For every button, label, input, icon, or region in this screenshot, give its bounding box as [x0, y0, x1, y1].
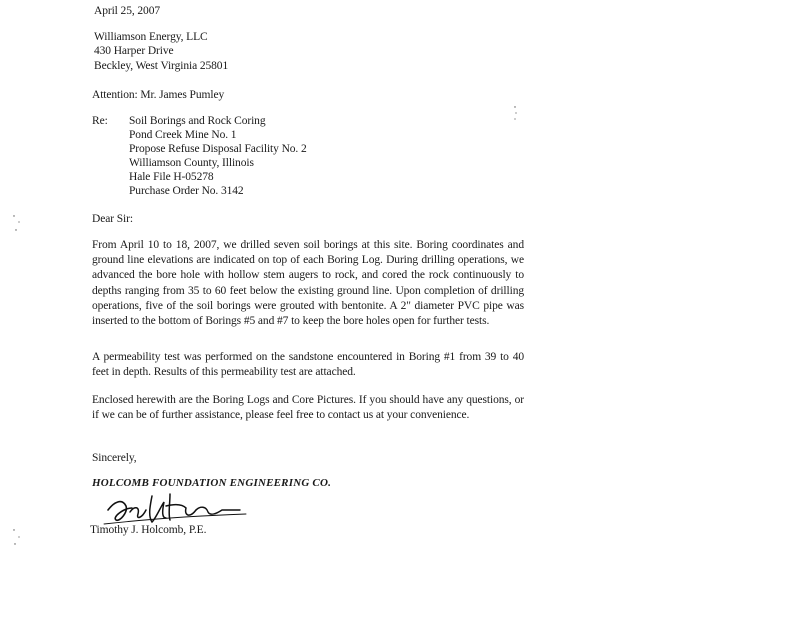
re-item: Propose Refuse Disposal Facility No. 2 [129, 143, 307, 155]
attention-line: Attention: Mr. James Pumley [92, 89, 225, 101]
recipient-company: Williamson Energy, LLC [94, 31, 208, 43]
re-label: Re: [92, 115, 108, 127]
re-item: Pond Creek Mine No. 1 [129, 129, 237, 141]
recipient-city: Beckley, West Virginia 25801 [94, 60, 229, 72]
recipient-street: 430 Harper Drive [94, 45, 174, 57]
salutation: Dear Sir: [92, 213, 133, 225]
re-item: Hale File H-05278 [129, 171, 214, 183]
scan-speck-icon [8, 526, 26, 548]
body-paragraph-3: Enclosed herewith are the Boring Logs and Core Pictures. If you should have any questions, or if we can be of further assistance, please feel free to contact us at your convenience. [92, 394, 524, 422]
scan-speck-icon [10, 212, 26, 238]
letter-date: April 25, 2007 [94, 5, 160, 17]
re-item: Purchase Order No. 3142 [129, 185, 244, 197]
closing: Sincerely, [92, 452, 137, 464]
body-paragraph-1: From April 10 to 18, 2007, we drilled seven soil borings at this site. Boring coordinates and ground line elevations are indicated on top of each Boring Log. During drilling operations, we advanced the bore hole with hollow stem augers to rock, and cored the rock continuously to depths ranging from 35 to 60 feet below the existing ground line. Upon completion of drilling operations, five of the soil borings were grouted with bentonite. A 2" diameter PVC pipe was inserted to the bottom of Borings #5 and #7 to keep the bore holes open for further tests. [92, 239, 524, 328]
re-item: Soil Borings and Rock Coring [129, 115, 266, 127]
body-paragraph-2: A permeability test was performed on the sandstone encountered in Boring #1 from 39 to 40 feet in depth. Results of this permeability test are attached. [92, 351, 524, 379]
scan-speck-icon [512, 104, 520, 124]
company-name: HOLCOMB FOUNDATION ENGINEERING CO. [92, 477, 332, 489]
re-item: Williamson County, Illinois [129, 157, 254, 169]
signer-name: Timothy J. Holcomb, P.E. [90, 524, 207, 536]
